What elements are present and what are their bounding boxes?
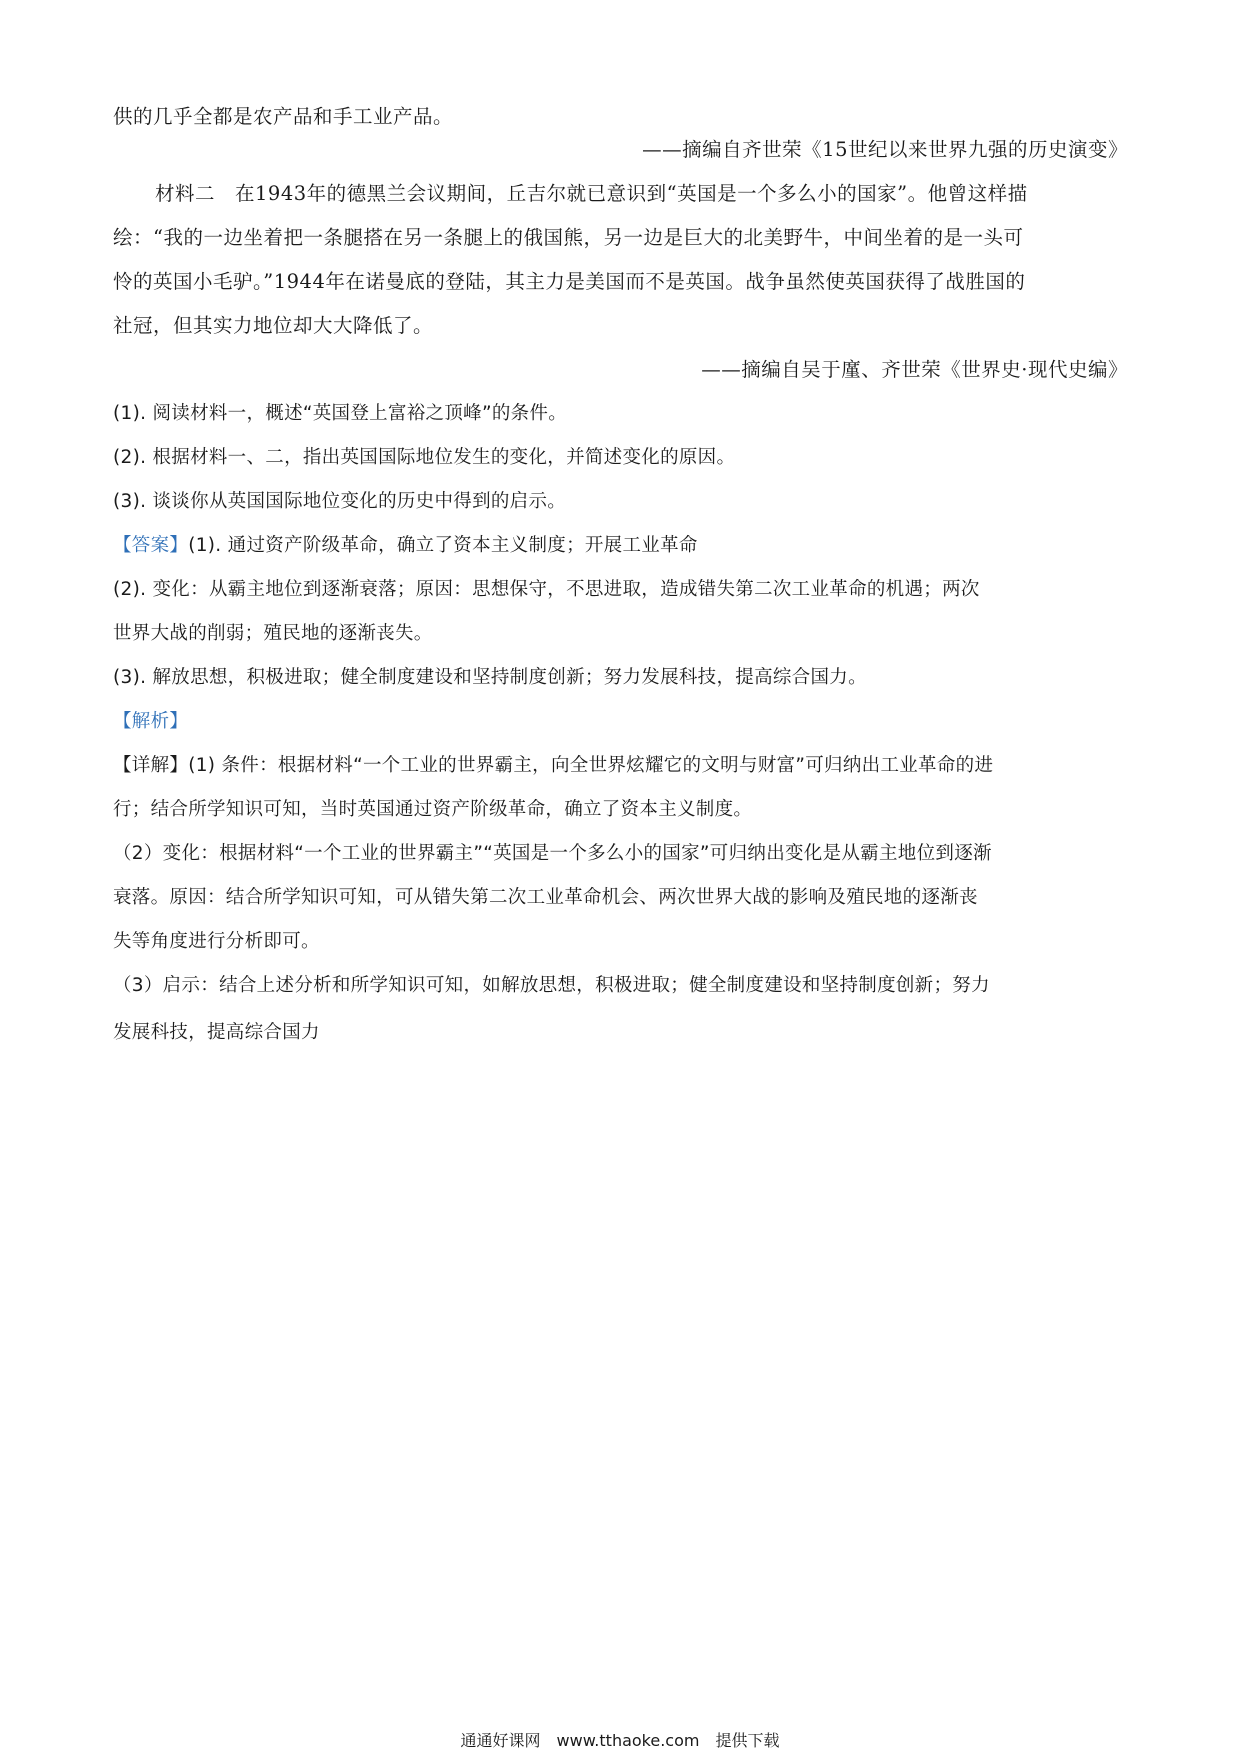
analysis-line-3: （2）变化：根据材料“一个工业的世界霸主”“英国是一个多么小的国家”可归纳出变化是从霸主地位到逐渐 — [113, 843, 992, 864]
analysis-line-2: 行；结合所学知识可知，当时英国通过资产阶级革命，确立了资本主义制度。 — [113, 799, 753, 820]
material2-source: ——摘编自吴于廑、齐世荣《世界史·现代史编》 — [701, 358, 1128, 381]
detail-label: 【详解】 — [113, 755, 189, 776]
analysis-line-1 — [113, 751, 1128, 781]
material2-line-3: 怜的英国小毛驴。”1944年在诺曼底的登陆，其主力是美国而不是英国。战争虽然使英国获得了战胜国的 — [113, 270, 1026, 293]
material1-tail-line: 供的几乎全都是农产品和手工业产品。 — [113, 105, 454, 128]
answer-line-4: (3). 解放思想，积极进取；健全制度建设和坚持制度创新；努力发展科技，提高综合国力。 — [113, 667, 867, 688]
answer-text-1: (1). 通过资产阶级革命，确立了资本主义制度；开展工业革命 — [188, 535, 698, 556]
material1-source: ——摘编自齐世荣《15世纪以来世界九强的历史演变》 — [642, 138, 1128, 161]
page-footer: 通通好课网 www.tthaoke.com 提供下载 — [460, 1731, 780, 1750]
analysis-line-7: 发展科技，提高综合国力 — [113, 1022, 320, 1043]
question-2: (2). 根据材料一、二，指出英国国际地位发生的变化，并简述变化的原因。 — [113, 447, 736, 468]
answer-line-1 — [113, 531, 1128, 561]
analysis-line-6: （3）启示：结合上述分析和所学知识可知，如解放思想，积极进取；健全制度建设和坚持制度创新；努力 — [113, 975, 990, 996]
analysis-text-1: (1) 条件：根据材料“一个工业的世界霸主，向全世界炫耀它的文明与财富”可归纳出工业革命的进 — [188, 755, 994, 776]
question-3: (3). 谈谈你从英国国际地位变化的历史中得到的启示。 — [113, 491, 567, 512]
answer-line-3: 世界大战的削弱；殖民地的逐渐丧失。 — [113, 623, 433, 644]
material2-line-1: 材料二 在1943年的德黑兰会议期间，丘吉尔就已意识到“英国是一个多么小的国家”。他曾这样描 — [155, 182, 1028, 205]
analysis-label: 【解析】 — [113, 711, 189, 732]
analysis-line-4: 衰落。原因：结合所学知识可知，可从错失第二次工业革命机会、两次世界大战的影响及殖民地的逐渐丧 — [113, 887, 978, 908]
analysis-line-5: 失等角度进行分析即可。 — [113, 931, 320, 952]
question-1: (1). 阅读材料一，概述“英国登上富裕之顶峰”的条件。 — [113, 403, 568, 424]
material2-line-2: 绘：“我的一边坐着把一条腿搭在另一条腿上的俄国熊，另一边是巨大的北美野牛，中间坐着的是一头可 — [113, 226, 1024, 249]
material2-line-4: 社冠，但其实力地位却大大降低了。 — [113, 314, 434, 337]
answer-label: 【答案】 — [113, 535, 189, 556]
answer-line-2: (2). 变化：从霸主地位到逐渐衰落；原因：思想保守，不思进取，造成错失第二次工业革命的机遇；两次 — [113, 579, 980, 600]
